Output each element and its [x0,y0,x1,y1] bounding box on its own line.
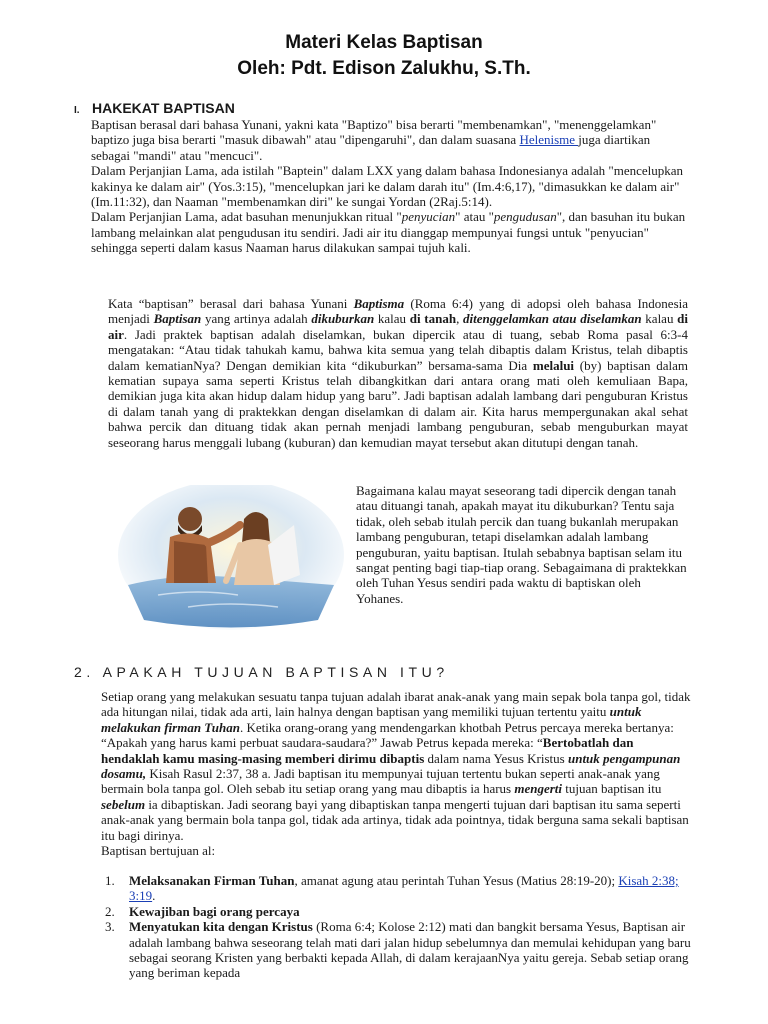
text-run: (Roma 6:4; Kolose 2:12) mati dan bangkit bersama Yesus, Baptisan air adalah lambang bahwa seseorang telah mati dari jalan hidup sebelumnya dan memulai kehidupan yang baru sebagai seorang Kristen yang berbakti kepada Allah, di dalam kerajaanNya yaitu gereja. Sebab setiap orang yang beriman kepada [129,919,691,981]
text-run: (Roma 6:4) yang di adopsi oleh bahasa Indonesia menjadi [108,296,689,327]
bold-term: melalui [532,357,575,373]
bold-term: Bertobatlah dan hendaklah kamu masing-masing memberi dirimu dibaptis [101,735,634,766]
bold-term: sebelum [101,796,146,812]
text-run: . [152,888,156,904]
bold-term: di air [108,311,688,342]
paragraph [108,296,688,450]
text-run: Baptisan berasal dari bahasa Yunani, yakni kata "Baptizo" bisa berarti "membenamkan", "menenggelamkan" baptizo juga bisa berarti "masuk dibawah" atau "dipengaruhi", dan dalam suasana [91,117,657,148]
list-item [101,919,693,981]
text-run: juga diartikan sebagai "mandi" atau "mencuci". [91,132,651,163]
paragraph: Bagaimana kalau mayat seseorang tadi dipercik dengan tanah atau dituangi tanah, apakah mayat itu dikuburkan? Tentu saja tidak, oleh sebab itulah percik dan tuang bukanlah merupakan lambang penguburan, tetapi diselamkan adalah lambang penguburan, yaitu baptisan. Itulah sebabnya baptisan selam itu sangat penting bagi tiap-tiap orang. Sebagaimana di praktekkan oleh Tuhan Yesus sendiri pada waktu di baptiskan oleh Yohanes. [356,483,687,606]
list-item [101,904,693,919]
list-item-title: Menyatukan kita dengan Kristus [129,919,313,935]
kisah-link[interactable]: Kisah 2:38; 3:19 [129,873,679,904]
text-run: kalau [374,311,410,327]
list-item [101,873,693,904]
text-run: kalau [641,311,678,327]
text-run: tujuan baptisan itu [562,781,662,797]
paragraph: Dalam Perjanjian Lama, ada istilah "Baptein" dalam LXX yang dalam bahasa Indonesianya adalah "mencelupkan kakinya ke dalam air" (Yos.3:15), "mencelupkan jari ke dalam darah itu" (Im.4:6,17), "dimasukkan ke dalam air" (Im.11:32), dan Naaman "membenamkan diri" ke sungai Yordan (2Raj.5:14). [91,163,684,210]
text-run: , amanat agung atau perintah Tuhan Yesus (Matius 28:19-20); [294,873,619,888]
list-number: 2. [105,903,115,919]
side-text [356,483,688,606]
text-run: (by) baptisan dalam kematian supaya sama seperti Kristus telah dibangkitkan dari antara orang mati oleh kemuliaan Bapa, demikian juga kita akan hidup dalam hidup yang baru”. Jadi baptisan adalah lambang dari penguburan Kristus di dalam tanah yang di praktekkan dengan diselamkan di dalam air. Kita harus mempergunakan akal sehat bahwa percik dan dituang tidak akan pernah menjadi lambang penguburan, sebab menguburkan mayat seseorang harus menggali lubang (kuburan) dan kemudian mayat tersebut akan ditutupi dengan tanah. [108,357,688,450]
italic-term: pengudusan [493,209,557,225]
paragraph [101,689,693,843]
text-run: Kisah Rasul 2:37, 38 a. Jadi baptisan itu mempunyai tujuan tertentu bukan seperti anak-anak yang bermain bola tanpa gol. Oleh sebab itu setiap orang yang mau dibaptis ia harus [101,766,660,797]
section-2-heading: 2. APAKAH TUJUAN BAPTISAN ITU? [74,664,449,680]
baptism-illustration [118,485,344,635]
paragraph [91,209,691,255]
italic-term: penyucian [401,209,456,225]
title-line-1: Materi Kelas Baptisan [285,32,483,53]
text-run: . Jadi praktek baptisan adalah diselamkan, bukan dipercik atau di tuang, sebab Roma pasal 6:3-4 mengatakan: “Atau tidak tahukah kamu, bahwa kita semua yang telah dibaptis dalam Kristus, telah dibaptis dalam kematianNya? Dengan demikian kita “dikuburkan” bersama-sama Dia [108,326,688,373]
section-1-heading [74,100,235,116]
section-1-number: I. [74,105,80,116]
text-run: , [456,311,464,327]
document-title [0,30,768,82]
list-number: 3. [105,919,115,935]
purpose-list [101,873,693,981]
baptism-picture [118,485,344,635]
text-run: " atau " [455,209,494,225]
text-run: Setiap orang yang melakukan sesuatu tanpa tujuan adalah ibarat anak-anak yang main sepak bola tanpa gol, tidak ada hitungan nilai, tidak ada arti, lain halnya dengan baptisan yang memiliki tujuan tertentu yaitu [101,689,691,720]
quote-block [108,296,688,450]
list-intro: Baptisan bertujuan al: [101,843,216,859]
helenisme-link[interactable]: Helenisme [519,132,579,148]
bold-term: ditenggelamkan atau diselamkan [463,311,642,327]
title-line-2: Oleh: Pdt. Edison Zalukhu, S.Th. [237,58,531,79]
list-item-title: Melaksanakan Firman Tuhan [129,873,295,888]
bold-term: di tanah [409,311,457,327]
bold-term: Baptisma [353,296,405,311]
text-run: ", dan basuhan itu bukan lambang melainkan alat pengudusan itu sendiri. Jadi air itu dianggap mempunyai fungsi untuk "penyucian" sehingga seperti dalam kasus Naaman harus dilakukan sampai tujuh kali. [91,209,686,256]
text-run: yang artinya adalah [201,311,312,327]
text-run: Kata “baptisan” berasal dari bahasa Yunani [108,296,354,311]
bold-term: Baptisan [153,311,202,327]
text-run: . Ketika orang-orang yang mendengarkan khotbah Petrus percaya mereka bertanya: “Apakah yang harus kami perbuat saudara-saudara?” Jawab Petrus kepada mereka: “ [101,719,674,751]
section-1-body [91,117,691,256]
paragraph [91,117,691,163]
bold-term: untuk melakukan firman Tuhan [101,704,642,735]
section-1-title: HAKEKAT BAPTISAN [92,100,235,116]
bold-term: dikuburkan [311,311,375,327]
bold-term: mengerti [514,781,563,797]
text-run: dalam nama Yesus Kristus [424,750,568,766]
section-2-body [101,689,693,858]
text-run: ia dibaptiskan. Jadi seorang bayi yang dibaptiskan tanpa mengerti tujuan dari baptisan itu sama seperti anak-anak yang bermain bola tanpa gol, tidak ada artinya, tidak ada pointnya, tidak berguna sama sekali baptisan itu bagi dirinya. [101,796,689,843]
list-number: 1. [105,873,115,888]
list-item-title: Kewajiban bagi orang percaya [129,903,300,919]
bold-term: untuk pengampunan dosamu, [101,750,681,782]
text-run: Dalam Perjanjian Lama, adat basuhan menunjukkan ritual " [91,209,402,225]
